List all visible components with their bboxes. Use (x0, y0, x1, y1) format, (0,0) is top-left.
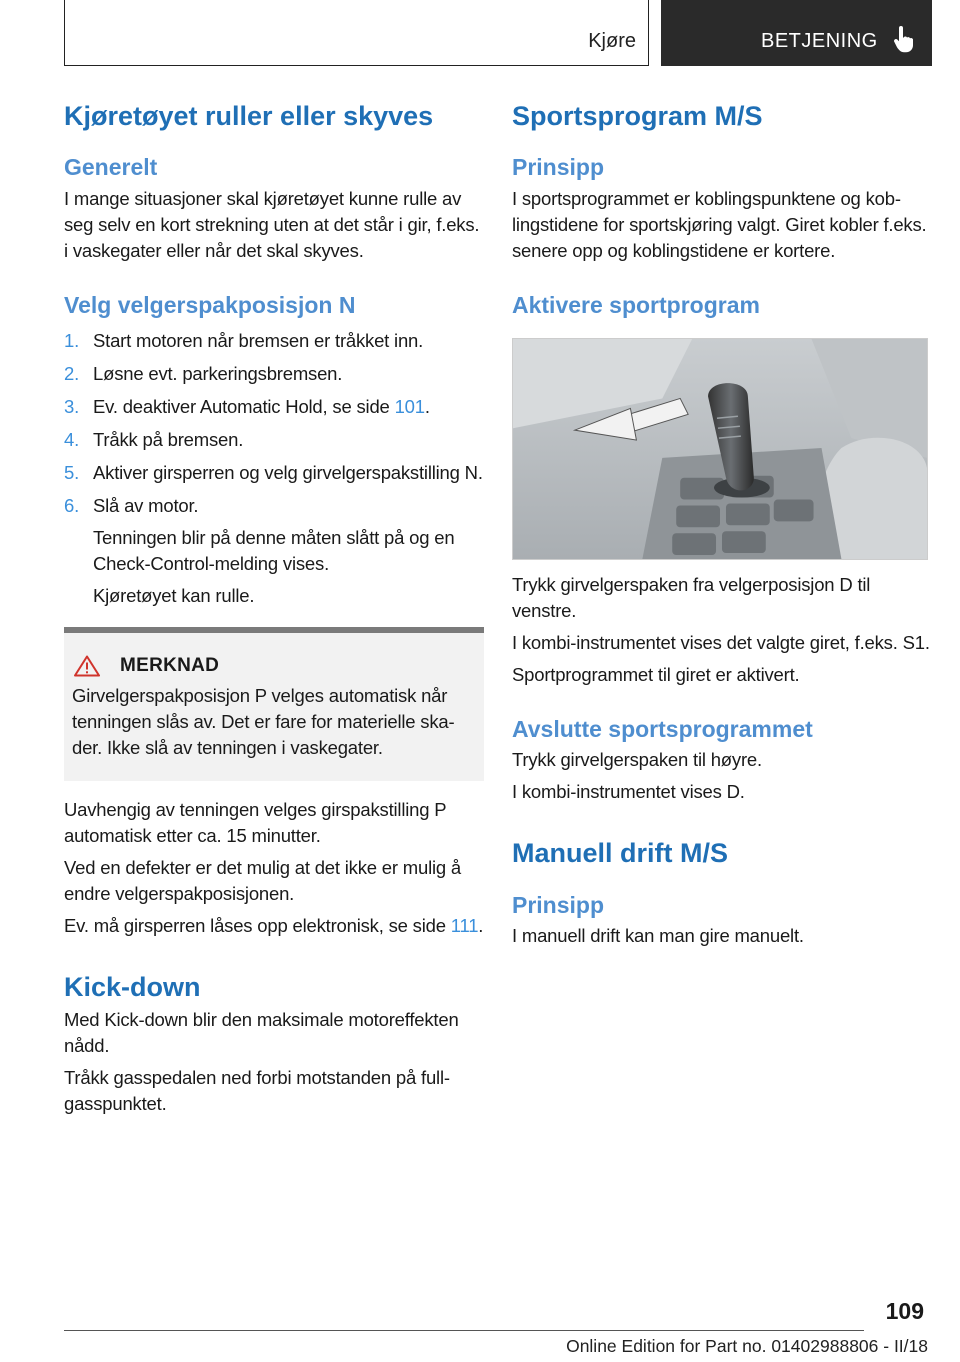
subheading-activate: Aktivere sportprogram (512, 291, 760, 318)
paragraph: Uavhengig av tenningen velges girspakstilling P automatisk etter ca. 15 minutter. (64, 798, 447, 846)
subheading-select-n: Velg velgerspakposisjon N (64, 291, 356, 318)
chapter-tab (661, 0, 932, 66)
list-item: 3. Ev. deaktiver Automatic Hold, se side 101. (64, 395, 430, 417)
chapter-label: BETJENING (761, 30, 878, 52)
warning-triangle-icon (74, 655, 100, 677)
footer-divider (64, 1330, 864, 1331)
section-tab (64, 0, 649, 66)
note-box (64, 627, 484, 781)
heading-sport: Sportsprogram M/S (512, 101, 763, 131)
note-title: MERKNAD (72, 655, 476, 677)
subheading-generelt: Generelt (64, 154, 158, 181)
paragraph-deactivate: Trykk girvelgerspaken til høyre. (512, 749, 762, 771)
heading-kickdown: Kick-down (64, 971, 201, 1002)
paragraph-generelt: I mange situasjoner skal kjøretøyet kunne rulle av seg selv en kort strekning uten at det står i gir, f.eks. i vaskegater eller når det skal skyves. (64, 187, 480, 261)
list-item: 2. Løsne evt. parkeringsbremsen. (64, 362, 343, 384)
paragraph-activate: Sportprogrammet til giret er aktivert. (512, 663, 800, 685)
right-column (512, 100, 932, 955)
page-header (64, 0, 932, 66)
paragraph-unlock: Ev. må girsperren låses opp elektronisk, se side 111. (64, 914, 484, 936)
paragraph-kickdown: Tråkk gasspedalen ned forbi motstanden på fullgasspunktet. (64, 1066, 451, 1114)
page-number: 109 (885, 1298, 924, 1324)
paragraph-prinsipp: I sportsprogrammet er koblingspunktene og koblingstidene for sportskjøring valgt. Giret kobler f.eks. senere opp og koblingstidene er kortere. (512, 187, 927, 261)
paragraph-manual: I manuell drift kan man gire manuelt. (512, 925, 804, 947)
paragraph-activate: I kombi-instrumentet vises det valgte giret, f.eks. S1. (512, 631, 930, 653)
left-column (64, 100, 484, 1123)
list-item: 4. Tråkk på bremsen. (64, 428, 244, 450)
subheading-prinsipp: Prinsipp (512, 154, 605, 181)
list-item: 6. Slå av motor. Tenningen blir på denne måten slått på og en Check-Control-melding vises. Kjøretøyet kan rulle. (64, 493, 484, 609)
gear-selector-photo (512, 338, 928, 560)
steps-list (64, 328, 484, 609)
section-label: Kjøre (588, 30, 636, 52)
subheading-deactivate: Avslutte sportsprogrammet (512, 715, 813, 742)
paragraph: Ved en defekter er det mulig at det ikke er mulig å endre velgerspakposisjonen. (64, 856, 462, 904)
list-item: 5. Aktiver girsperren og velg girvelgerspakstilling N. (64, 461, 483, 483)
heading-manual: Manuell drift M/S (512, 838, 728, 869)
pointing-hand-icon (893, 26, 915, 54)
heading-rolling: Kjøretøyet ruller eller skyves (64, 101, 434, 131)
subheading-manual-prinsipp: Prinsipp (512, 891, 605, 918)
note-text: Girvelgerspakposisjon P velges automatisk når tenningen slås av. Det er fare for materielle skader. Ikke slå av tenningen i vaskegater. (72, 684, 455, 758)
edition-text: Online Edition for Part no. 01402988806 - II/18 (566, 1336, 928, 1356)
step-detail: Kjøretøyet kan rulle. (93, 584, 255, 606)
page-link-111[interactable]: 111 (450, 914, 479, 936)
step-detail: Tenningen blir på denne måten slått på og en Check-Control-melding vises. (93, 526, 455, 574)
paragraph-activate: Trykk girvelgerspaken fra velgerposisjon D til venstre. (512, 573, 871, 621)
paragraph-kickdown: Med Kick-down blir den maksimale motoreffekten nådd. (64, 1008, 459, 1056)
paragraph-deactivate: I kombi-instrumentet vises D. (512, 781, 745, 803)
page-link-101[interactable]: 101 (394, 395, 425, 417)
list-item: 1. Start motoren når bremsen er tråkket inn. (64, 329, 424, 351)
